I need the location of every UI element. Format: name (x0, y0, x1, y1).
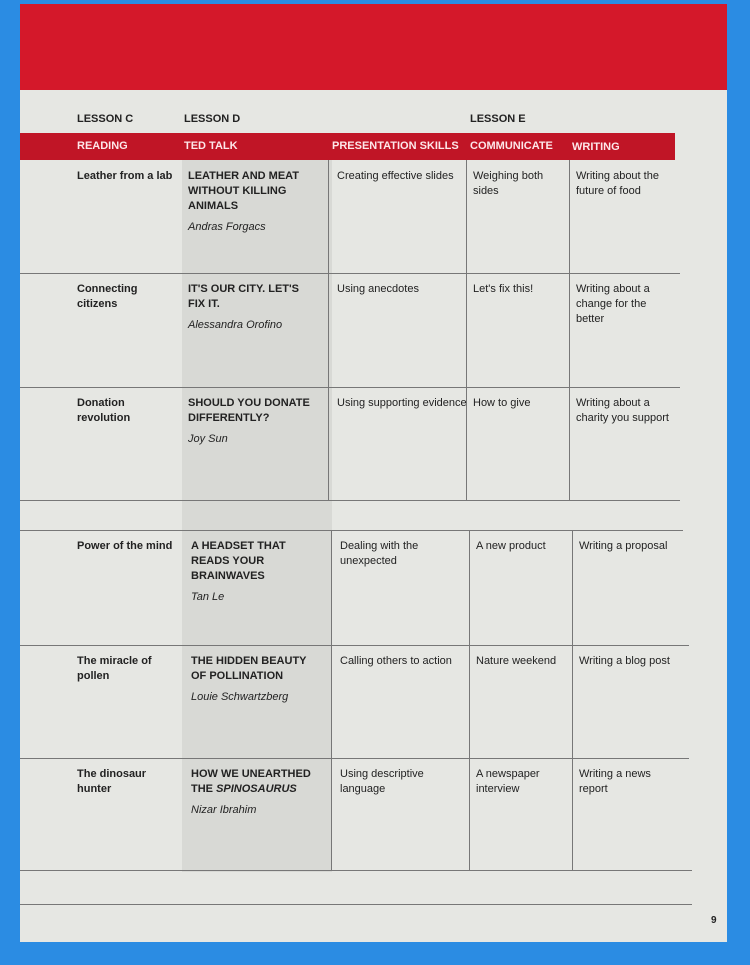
column-divider (328, 160, 329, 273)
speaker-name: Joy Sun (188, 433, 228, 445)
presentation-cell: Using descriptive language (340, 768, 424, 795)
red-top-band (20, 4, 727, 90)
ted-talk-cell (191, 767, 321, 818)
column-divider (572, 645, 573, 758)
column-divider (328, 273, 329, 387)
row-divider (20, 645, 689, 646)
reading-cell: Donation revolution (77, 397, 131, 424)
ted-title: SHOULD YOU DONATE DIFFERENTLY? (188, 397, 310, 424)
writing-cell: Writing about the future of food (576, 170, 659, 197)
column-divider (331, 758, 332, 870)
row-divider (20, 500, 680, 501)
ted-talk-cell (188, 396, 318, 447)
writing-cell: Writing a news report (579, 768, 651, 795)
column-divider (328, 387, 329, 500)
header-presentation-skills: PRESENTATION SKILLS (332, 140, 459, 152)
column-divider (331, 645, 332, 758)
column-divider (569, 273, 570, 387)
reading-cell: Leather from a lab (77, 170, 173, 182)
communicate-cell: Weighing both sides (473, 170, 544, 197)
presentation-cell: Calling others to action (340, 655, 452, 667)
presentation-cell: Using anecdotes (337, 283, 419, 295)
ted-column-shade (182, 160, 332, 872)
ted-talk-cell (188, 169, 318, 235)
ted-title: HOW WE UNEARTHED THE (191, 768, 311, 795)
lesson-e-label: LESSON E (470, 113, 526, 125)
presentation-cell: Using supporting evidence (337, 397, 467, 409)
reading-cell: The miracle of pollen (77, 655, 152, 682)
communicate-cell: Nature weekend (476, 655, 557, 667)
ted-title-italic: SPINOSAURUS (216, 783, 297, 795)
header-reading: READING (77, 140, 128, 152)
presentation-cell: Dealing with the unexpected (340, 540, 419, 567)
speaker-name: Nizar Ibrahim (191, 804, 257, 816)
reading-cell: The dinosaur hunter (77, 768, 147, 795)
column-divider (569, 387, 570, 500)
book-page (20, 4, 727, 942)
speaker-name: Alessandra Orofino (188, 319, 283, 331)
presentation-cell: Creating effective slides (337, 170, 454, 182)
divider (20, 904, 692, 905)
header-writing: WRITING (572, 141, 620, 153)
ted-talk-cell (191, 539, 321, 605)
header-ted-talk: TED TALK (184, 140, 238, 152)
ted-title: THE HIDDEN BEAUTY OF POLLINATION (191, 655, 307, 682)
communicate-cell: A new product (476, 540, 546, 552)
ted-talk-cell (191, 654, 321, 705)
divider (20, 870, 692, 871)
reading-cell: Power of the mind (77, 540, 173, 552)
writing-cell: Writing a proposal (579, 540, 668, 552)
communicate-cell: How to give (473, 397, 531, 409)
row-divider (20, 273, 680, 274)
column-divider (572, 758, 573, 870)
row-divider (20, 758, 689, 759)
lesson-c-label: LESSON C (77, 113, 134, 125)
column-divider (572, 530, 573, 645)
column-divider (331, 530, 332, 645)
ted-talk-cell (188, 282, 318, 333)
column-divider (569, 160, 570, 273)
reading-cell: Connecting citizens (77, 283, 138, 310)
communicate-cell: A newspaper interview (476, 768, 540, 795)
ted-title: IT'S OUR CITY. LET'S FIX IT. (188, 283, 299, 310)
ted-title: A HEADSET THAT READS YOUR BRAINWAVES (191, 540, 286, 582)
ted-title: LEATHER AND MEAT WITHOUT KILLING ANIMALS (188, 170, 300, 212)
page-number: 9 (711, 915, 717, 926)
row-divider (20, 530, 683, 531)
writing-cell: Writing about a change for the better (576, 283, 650, 325)
speaker-name: Tan Le (191, 591, 225, 603)
communicate-cell: Let's fix this! (473, 283, 534, 295)
speaker-name: Louie Schwartzberg (191, 691, 289, 703)
speaker-name: Andras Forgacs (188, 221, 266, 233)
row-divider (20, 387, 680, 388)
lesson-d-label: LESSON D (184, 113, 241, 125)
header-communicate: COMMUNICATE (470, 140, 553, 152)
writing-cell: Writing about a charity you support (576, 397, 669, 424)
writing-cell: Writing a blog post (579, 655, 670, 667)
